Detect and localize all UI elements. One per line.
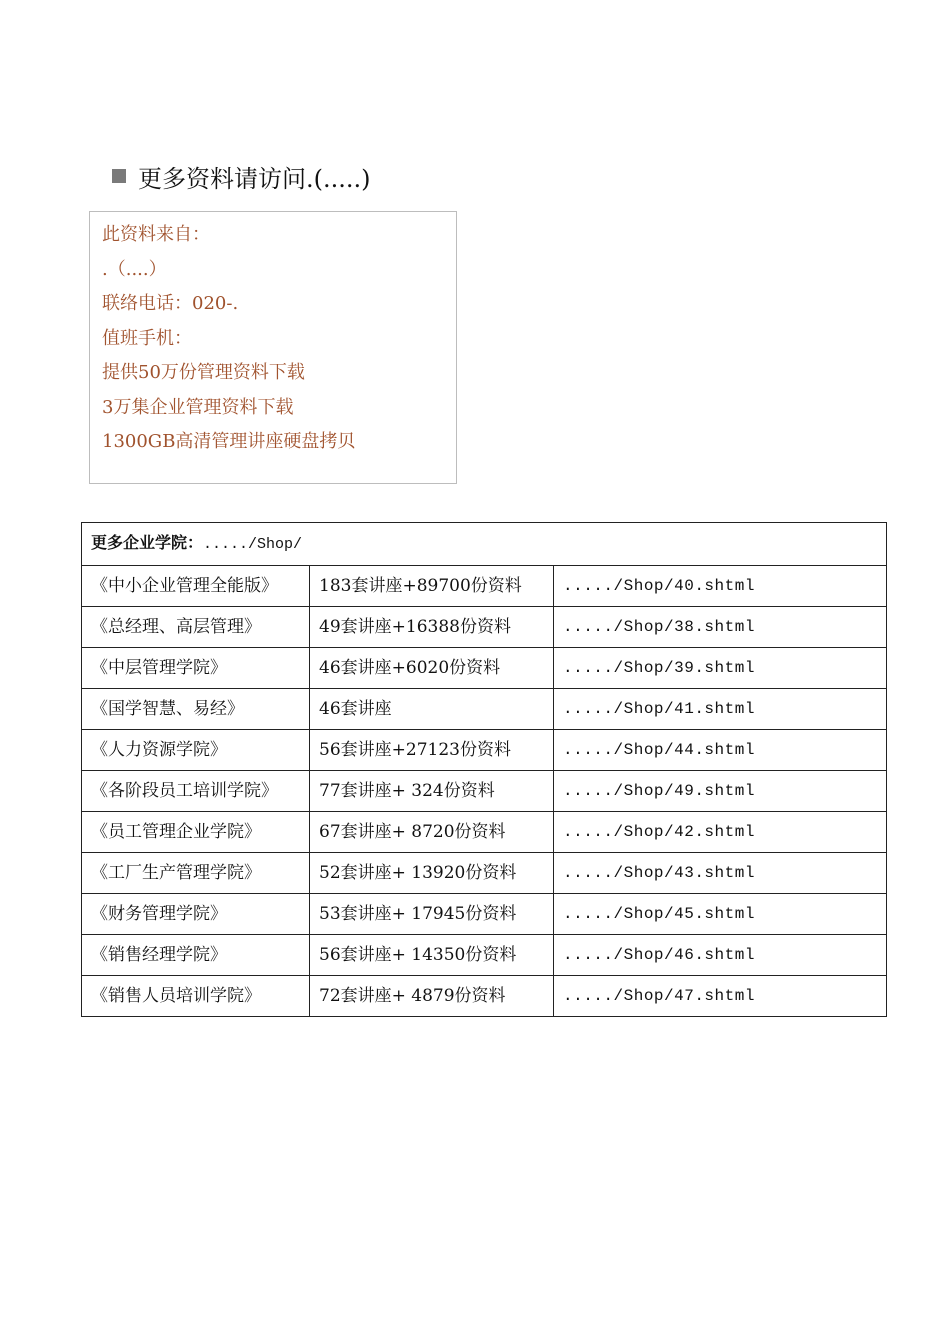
- source-line: 提供50万份管理资料下载: [102, 362, 305, 383]
- academy-content-cell: 53套讲座+ 17945份资料: [310, 894, 554, 935]
- academy-url-cell[interactable]: ...../Shop/43.shtml: [554, 853, 887, 894]
- academy-url-cell[interactable]: ...../Shop/46.shtml: [554, 935, 887, 976]
- academy-content-cell: 67套讲座+ 8720份资料: [310, 812, 554, 853]
- academy-content-cell: 49套讲座+16388份资料: [310, 607, 554, 648]
- academy-url-cell[interactable]: ...../Shop/39.shtml: [554, 648, 887, 689]
- square-bullet-icon: [112, 169, 126, 183]
- academy-url-cell[interactable]: ...../Shop/45.shtml: [554, 894, 887, 935]
- academy-content-cell: 77套讲座+ 324份资料: [310, 771, 554, 812]
- table-header-row: [82, 523, 887, 566]
- source-line: 此资料来自：: [102, 224, 210, 245]
- academy-name-cell: 《中层管理学院》: [82, 648, 310, 689]
- academy-name-cell: 《国学智慧、易经》: [82, 689, 310, 730]
- academy-url-cell[interactable]: ...../Shop/47.shtml: [554, 976, 887, 1017]
- academy-url-cell[interactable]: ...../Shop/40.shtml: [554, 566, 887, 607]
- table-header-cell: [82, 523, 887, 566]
- table-row: [82, 648, 887, 689]
- table-row: [82, 976, 887, 1017]
- academy-name-cell: 《总经理、高层管理》: [82, 607, 310, 648]
- source-line: 值班手机：: [102, 327, 192, 349]
- page-heading: [112, 156, 371, 196]
- academy-url-cell[interactable]: ...../Shop/41.shtml: [554, 689, 887, 730]
- academy-content-cell: 72套讲座+ 4879份资料: [310, 976, 554, 1017]
- table-row: [82, 853, 887, 894]
- academy-name-cell: 《工厂生产管理学院》: [82, 853, 310, 894]
- table-row: [82, 566, 887, 607]
- academy-name-cell: 《销售人员培训学院》: [82, 976, 310, 1017]
- table-row: [82, 894, 887, 935]
- academy-content-cell: 56套讲座+27123份资料: [310, 730, 554, 771]
- table-row: [82, 607, 887, 648]
- academy-url-cell[interactable]: ...../Shop/42.shtml: [554, 812, 887, 853]
- table-row: [82, 730, 887, 771]
- academy-url-cell[interactable]: ...../Shop/44.shtml: [554, 730, 887, 771]
- academy-url-cell[interactable]: ...../Shop/38.shtml: [554, 607, 887, 648]
- academy-name-cell: 《财务管理学院》: [82, 894, 310, 935]
- academy-content-cell: 56套讲座+ 14350份资料: [310, 935, 554, 976]
- academy-content-cell: 46套讲座: [310, 689, 554, 730]
- academy-name-cell: 《员工管理企业学院》: [82, 812, 310, 853]
- table-row: [82, 771, 887, 812]
- academy-content-cell: 52套讲座+ 13920份资料: [310, 853, 554, 894]
- academy-name-cell: 《各阶段员工培训学院》: [82, 771, 310, 812]
- academy-url-cell[interactable]: ...../Shop/49.shtml: [554, 771, 887, 812]
- academy-content-cell: 46套讲座+6020份资料: [310, 648, 554, 689]
- source-line: .（....）: [102, 258, 167, 280]
- academy-table: [81, 522, 887, 1017]
- academy-name-cell: 《人力资源学院》: [82, 730, 310, 771]
- heading-text: 更多资料请访问.(.....): [138, 164, 371, 193]
- academy-name-cell: 《销售经理学院》: [82, 935, 310, 976]
- academy-name-cell: 《中小企业管理全能版》: [82, 566, 310, 607]
- table-row: [82, 689, 887, 730]
- table-row: [82, 935, 887, 976]
- header-label: 更多企业学院：: [91, 533, 204, 552]
- source-info-box: [89, 211, 457, 484]
- table-row: [82, 812, 887, 853]
- source-line: 联络电话：020-.: [102, 293, 239, 314]
- source-line: 1300GB高清管理讲座硬盘拷贝: [102, 431, 356, 452]
- source-line: 3万集企业管理资料下载: [102, 396, 294, 418]
- academy-content-cell: 183套讲座+89700份资料: [310, 566, 554, 607]
- header-url[interactable]: ...../Shop/: [203, 536, 303, 553]
